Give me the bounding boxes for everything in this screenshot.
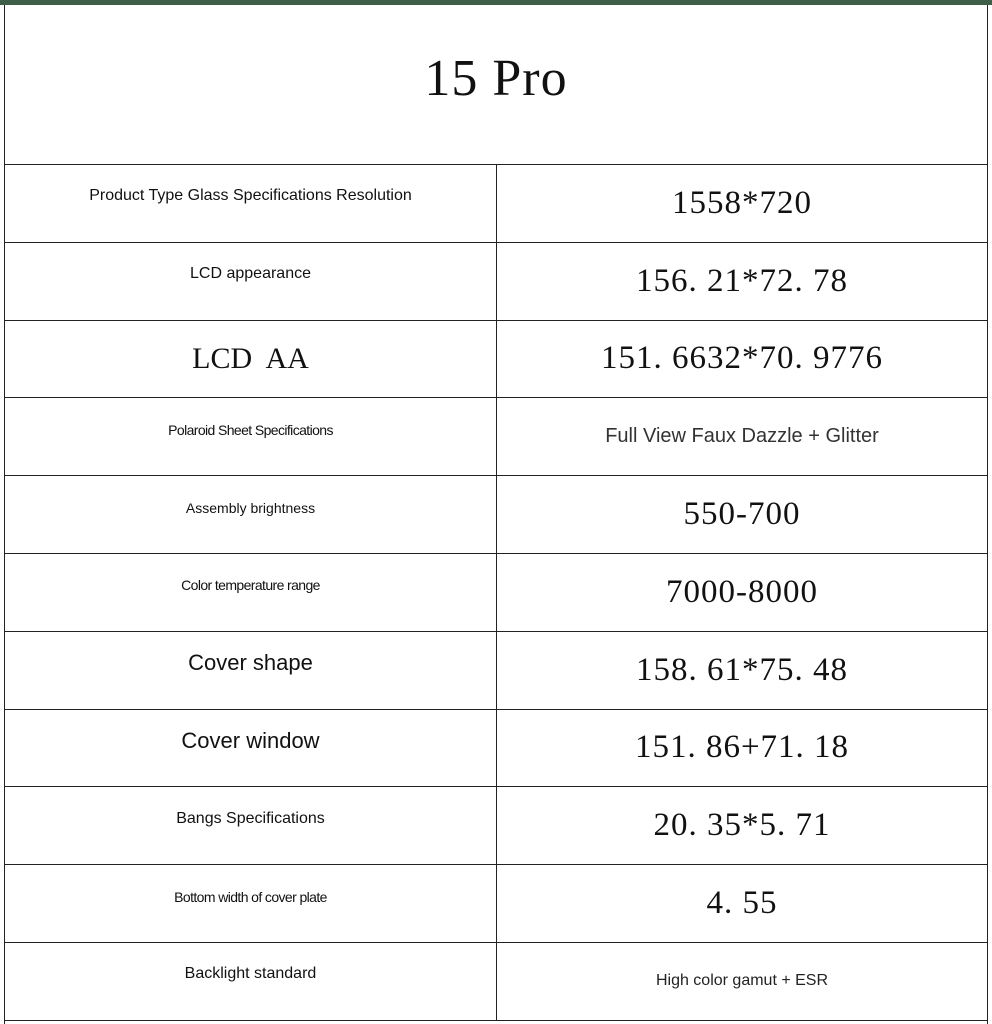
spec-label: Bangs Specifications (176, 809, 325, 827)
spec-value-cell (497, 554, 987, 631)
spec-row-assembly-brightness (5, 476, 987, 554)
spec-row-color-temperature (5, 554, 987, 632)
spec-label-cell (5, 632, 497, 709)
spec-value-cell (497, 632, 987, 709)
spec-value-cell (497, 710, 987, 787)
spec-value: 151. 6632*70. 9776 (601, 340, 883, 377)
spec-label-cell (5, 321, 497, 398)
spec-label: Product Type Glass Specifications Resolution (89, 187, 412, 205)
spec-label-cell (5, 710, 497, 787)
spec-value: 4. 55 (706, 885, 778, 922)
spec-value-cell (497, 165, 987, 242)
spec-row-bangs (5, 787, 987, 865)
spec-value: High color gamut + ESR (655, 972, 829, 990)
spec-value-cell (497, 943, 987, 1020)
spec-row-cover-shape (5, 632, 987, 710)
spec-label: Color temperature range (181, 577, 320, 594)
spec-value: 1558*720 (672, 184, 812, 221)
spec-value-cell (497, 321, 987, 398)
spec-label-cell (5, 787, 497, 864)
title-row (5, 5, 987, 165)
spec-value: 550-700 (683, 496, 801, 533)
spec-row-backlight (5, 943, 987, 1021)
spec-row-resolution (5, 165, 987, 243)
spec-value-cell (497, 476, 987, 553)
spec-value: 151. 86+71. 18 (634, 729, 850, 766)
spec-value: 20. 35*5. 71 (653, 807, 831, 844)
spec-value-cell (497, 865, 987, 942)
spec-label-cell (5, 398, 497, 475)
spec-label: Cover window (181, 727, 320, 753)
spec-sheet (4, 5, 988, 1024)
spec-label: LCD appearance (190, 265, 311, 283)
spec-value-cell (497, 243, 987, 320)
spec-label: Bottom width of cover plate (174, 888, 327, 905)
spec-value: 156. 21*72. 78 (636, 262, 848, 299)
spec-label-cell (5, 865, 497, 942)
spec-row-polaroid-sheet (5, 398, 987, 476)
spec-label: Cover shape (188, 650, 313, 676)
spec-value-cell (497, 787, 987, 864)
spec-label-cell (5, 554, 497, 631)
spec-label-cell (5, 165, 497, 242)
spec-row-lcd-aa (5, 321, 987, 399)
spec-label: Backlight standard (184, 965, 317, 983)
spec-label-cell (5, 943, 497, 1020)
spec-value: 158. 61*75. 48 (636, 651, 848, 688)
spec-label: Assembly brightness (185, 499, 316, 516)
spec-row-bottom-width (5, 865, 987, 943)
spec-label: Polaroid Sheet Specifications (168, 421, 333, 438)
spec-value: Full View Faux Dazzle + Glitter (605, 425, 879, 448)
spec-label-cell (5, 476, 497, 553)
spec-row-lcd-appearance (5, 243, 987, 321)
spec-label-cell (5, 243, 497, 320)
spec-value: 7000-8000 (666, 573, 818, 610)
spec-label: LCD AA (192, 341, 309, 375)
page-title: 15 Pro (424, 50, 568, 107)
spec-value-cell (497, 398, 987, 475)
spec-row-cover-window (5, 710, 987, 788)
